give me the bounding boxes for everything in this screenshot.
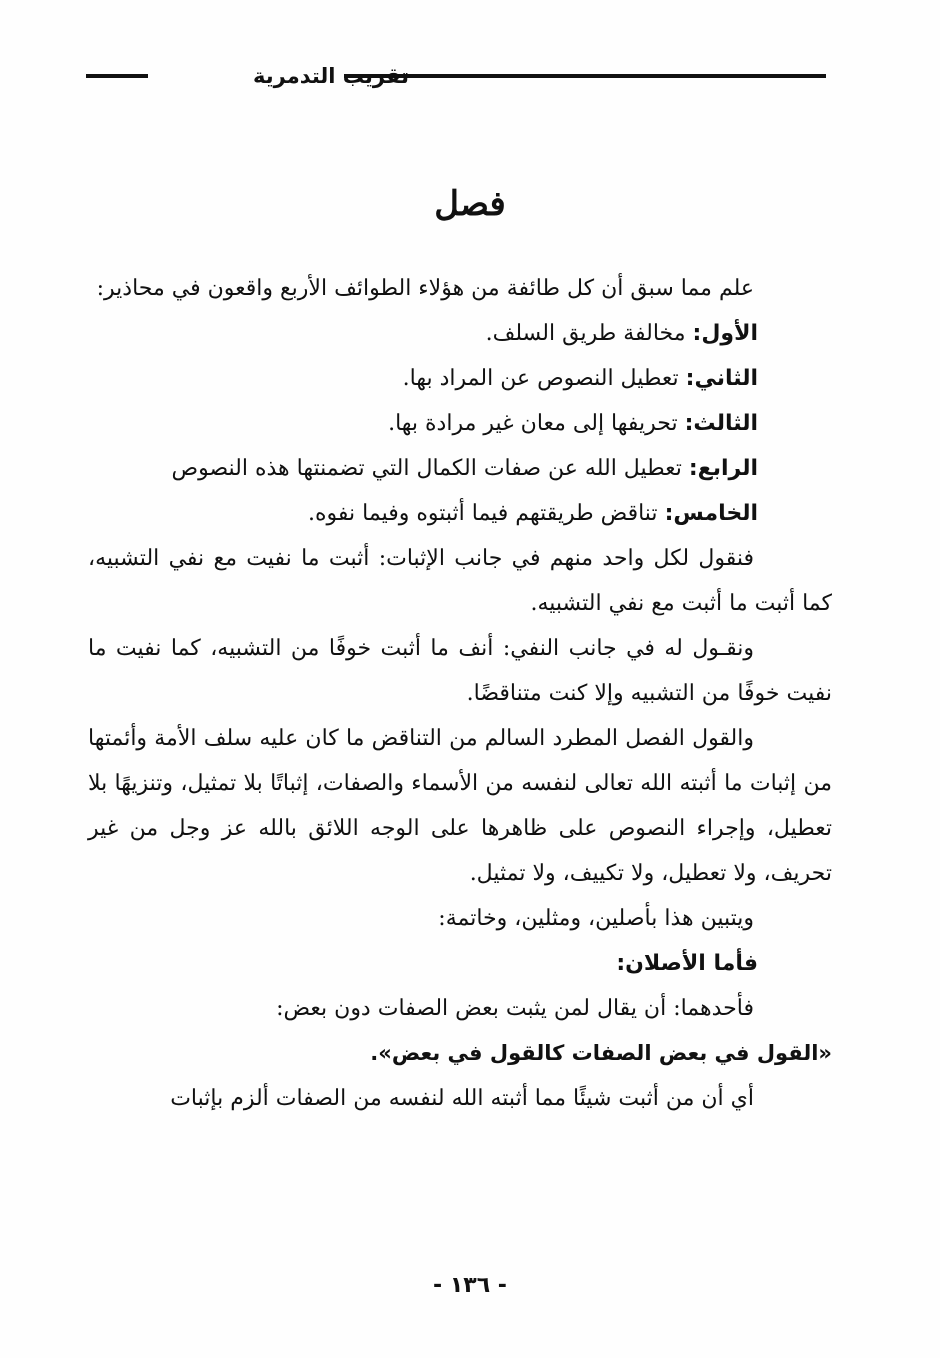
body-text [88, 266, 832, 1121]
list-item-fourth [88, 446, 832, 491]
paragraph-ahaduhuma: فأحدهما: أن يقال لمن يثبت بعض الصفات دون بعض: [276, 996, 754, 1021]
list-item-second [88, 356, 832, 401]
section-title-text: فصل [434, 184, 506, 224]
paragraph-ay: أي أن من أثبت شيئًا مما أثبته الله لنفسه من الصفات ألزم بإثبات [170, 1086, 754, 1111]
list-item-first [88, 311, 832, 356]
list-item-label: الأول: [692, 321, 758, 346]
list-item-text: مخالفة طريق السلف. [485, 321, 693, 346]
list-item-text: تناقض طريقتهم فيما أثبتوه وفيما نفوه. [308, 501, 665, 526]
list-item-third [88, 401, 832, 446]
quoted-principle: «القول في بعض الصفات كالقول في بعض». [370, 1041, 832, 1065]
list-item-text: تعطيل النصوص عن المراد بها. [402, 366, 686, 391]
page-number: - ١٣٦ - [433, 1273, 507, 1298]
list-item-fifth [88, 491, 832, 536]
section-heading [360, 176, 580, 232]
paragraph-ithbat: فنقول لكل واحد منهم في جانب الإثبات: أثبت ما نفيت مع نفي التشبيه، كما أثبت ما أثبت مع نفي التشبيه. [88, 546, 832, 616]
list-item-label: الثالث: [684, 411, 758, 436]
paragraph-yatabayyan: ويتبين هذا بأصلين، ومثلين، وخاتمة: [438, 906, 754, 931]
paragraph-fasl: والقول الفصل المطرد السالم من التناقض ما كان عليه سلف الأمة وأئمتها من إثبات ما أثبته الله تعالى لنفسه من الأسماء والصفات، إثباتًا بلا تمثيل، وتنزيهًا بلا تعطيل، وإجراء النصوص على ظاهرها على الوجه اللائق بالله عز وجل من غير تحريف، ولا تعطيل، ولا تكييف، ولا تمثيل. [88, 726, 832, 886]
list-item-label: الخامس: [664, 501, 758, 526]
list-item-label: الثاني: [685, 366, 758, 391]
list-item-label: الرابع: [688, 456, 758, 481]
running-title: تقريب التدمرية [253, 64, 409, 88]
list-item-text: تعطيل الله عن صفات الكمال التي تضمنتها هذه النصوص [171, 456, 689, 481]
header-rule-right [344, 74, 826, 78]
subheading-asl: فأما الأصلان: [616, 951, 758, 976]
header-rule-left [86, 74, 148, 78]
paragraph-intro: علم مما سبق أن كل طائفة من هؤلاء الطوائف الأربع واقعون في محاذير: [96, 276, 754, 301]
paragraph-nafy: ونقـول له في جانب النفي: أنف ما أثبت خوفًا من التشبيه، كما نفيت ما نفيت خوفًا من التشبيه وإلا كنت متناقضًا. [88, 636, 832, 706]
list-item-text: تحريفها إلى معان غير مرادة بها. [388, 411, 685, 436]
running-header [86, 58, 826, 98]
